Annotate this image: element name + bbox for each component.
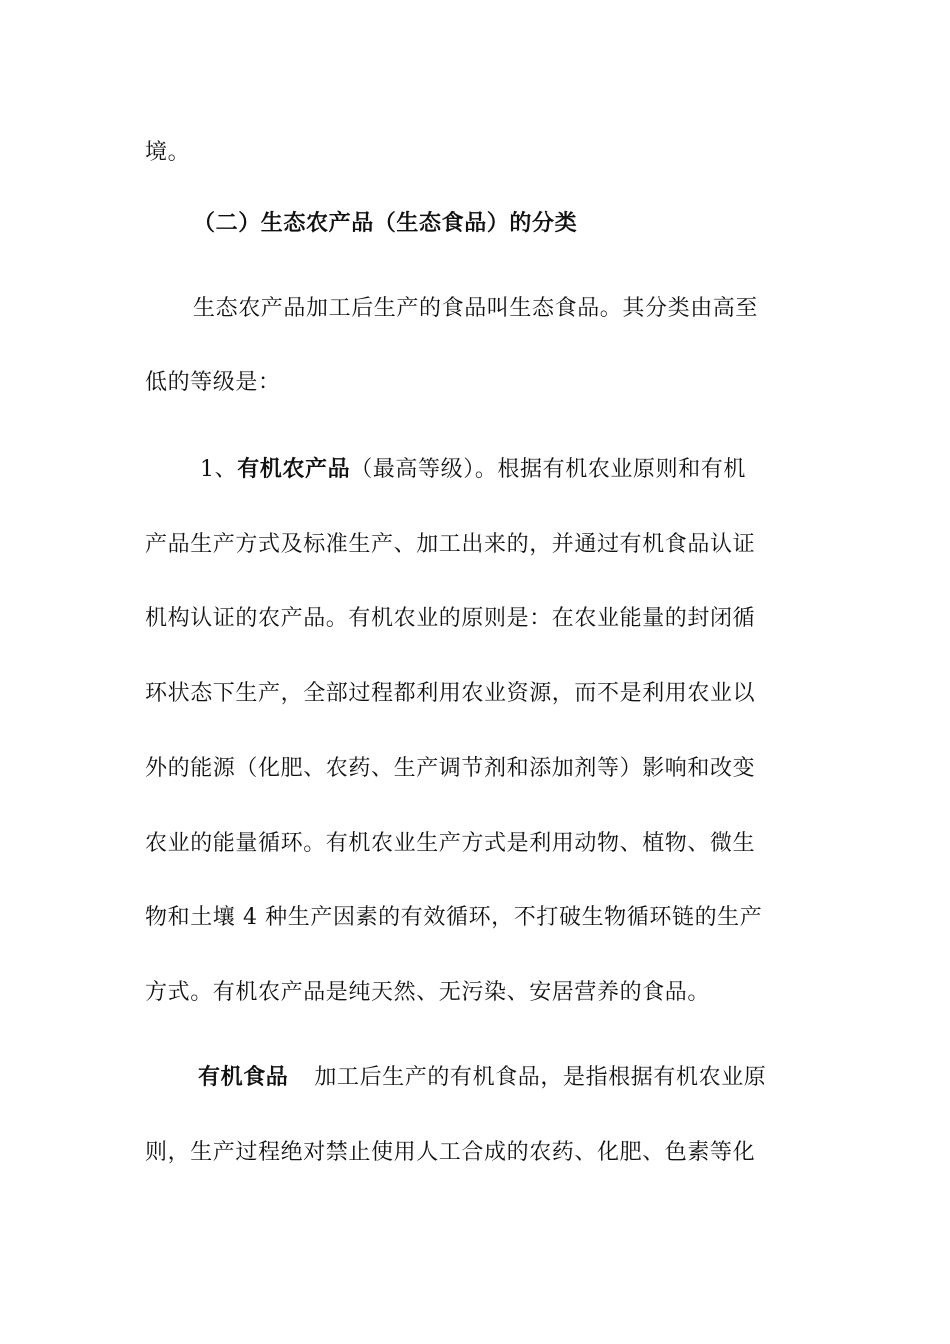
term-organic-produce: 有机农产品 (237, 457, 351, 482)
line-text: 加工后生产的有机食品，是指根据有机农业原 (314, 1065, 767, 1090)
text-line (145, 754, 755, 784)
line-text: 则，生产过程绝对禁止使用人工合成的农药、化肥、色素等化 (145, 1140, 756, 1165)
line-text: 环状态下生产，全部过程都利用农业资源，而不是利用农业以 (145, 681, 756, 706)
line-text: 境。 (145, 140, 191, 165)
text-line (193, 294, 758, 324)
line-text: 低的等级是： (145, 370, 281, 395)
line-text: （最高等级）。根据有机农业原则和有机 (350, 457, 747, 482)
text-line (145, 368, 281, 398)
line-text: 物和土壤 4 种生产因素的有效循环，不打破生物循环链的生产 (145, 905, 763, 930)
text-line (145, 679, 755, 709)
text-line (200, 455, 746, 485)
heading-text: （二）生态农产品（生态食品）的分类 (193, 211, 578, 236)
section-heading (193, 209, 577, 239)
text-line (198, 1063, 766, 1093)
line-text: 生态农产品加工后生产的食品叫生态食品。其分类由高至 (193, 296, 759, 321)
text-line (145, 138, 190, 168)
line-text: 外的能源（化肥、农药、生产调节剂和添加剂等）影响和改变 (145, 756, 756, 781)
text-line (145, 604, 755, 634)
text-line (145, 530, 755, 560)
text-line (145, 978, 710, 1008)
text-line (145, 1138, 755, 1168)
line-text: 机构认证的农产品。有机农业的原则是：在农业能量的封闭循 (145, 606, 756, 631)
line-text: 方式。有机农产品是纯天然、无污染、安居营养的食品。 (145, 980, 711, 1005)
text-line (145, 829, 755, 859)
term-organic-food: 有机食品 (198, 1065, 289, 1090)
list-number: 1、 (200, 457, 238, 482)
line-text: 产品生产方式及标准生产、加工出来的，并通过有机食品认证 (145, 532, 756, 557)
line-text: 农业的能量循环。有机农业生产方式是利用动物、植物、微生 (145, 831, 756, 856)
text-line (145, 903, 762, 933)
